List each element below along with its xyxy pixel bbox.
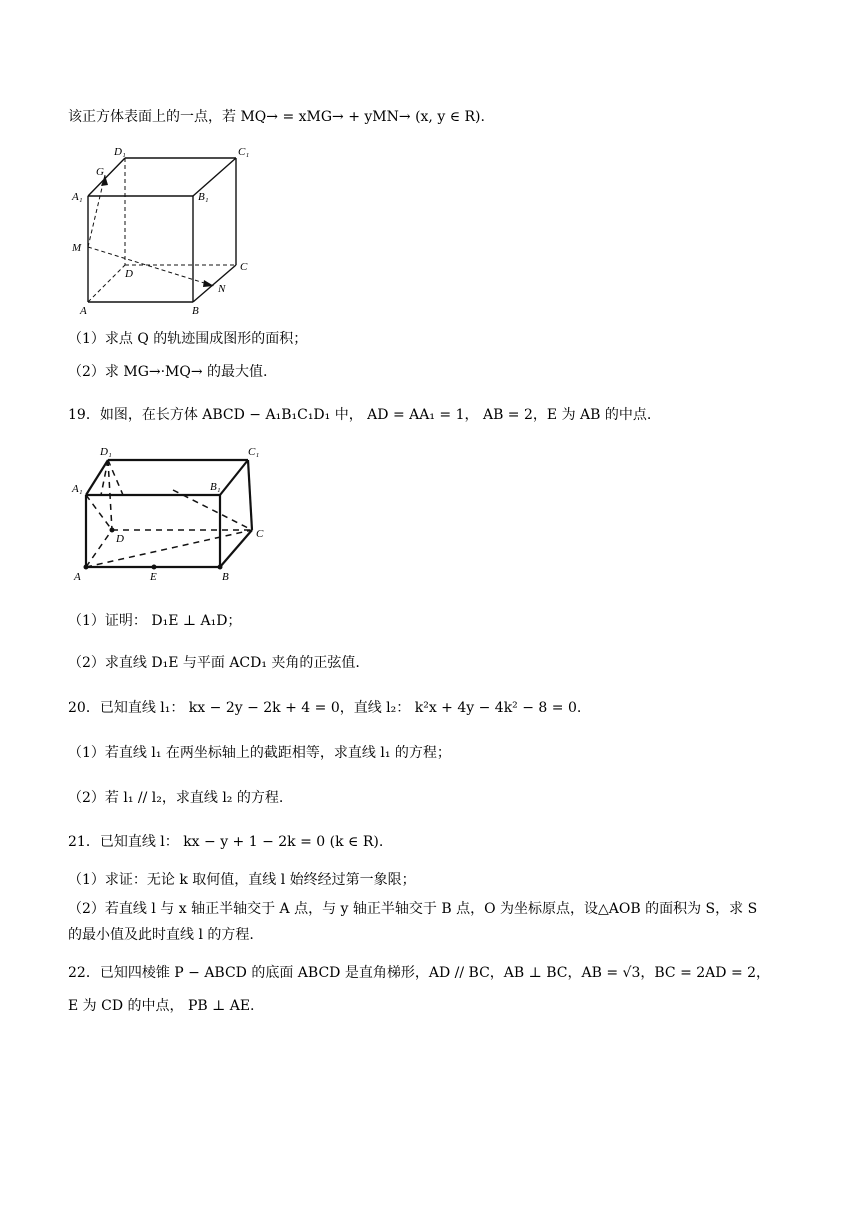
fig1-label-a: A [80,305,87,317]
fig2-label-c1: C₁ [248,446,260,458]
q18-intro-line: 该正方体表面上的一点，若 MQ→ = xMG→ + yMN→ (x, y ∈ R). [68,109,485,125]
q20-part1: （1）若直线 l₁ 在两坐标轴上的截距相等，求直线 l₁ 的方程； [68,745,451,761]
q22-stem: 22．已知四棱锥 P − ABCD 的底面 ABCD 是直角梯形，AD // BC，AB ⊥ BC，AB = √3，BC = 2AD = 2， [68,965,771,981]
fig1-label-m: M [72,242,82,254]
figure-box-q19 [68,440,278,585]
q19-part2: （2）求直线 D₁E 与平面 ACD₁ 夹角的正弦值. [68,655,360,671]
fig1-label-b: B [192,305,199,317]
fig1-label-c: C [240,261,248,273]
q21-part2-cont: 的最小值及此时直线 l 的方程. [68,927,254,943]
q19-part1: （1）证明： D₁E ⊥ A₁D； [68,613,242,629]
q21-part1: （1）求证：无论 k 取何值，直线 l 始终经过第一象限； [68,872,416,888]
fig1-label-c1: C₁ [238,146,250,158]
fig2-label-c: C [256,528,264,540]
fig1-label-a1: A₁ [72,191,83,203]
q18-part1: （1）求点 Q 的轨迹围成图形的面积； [68,331,308,347]
fig2-label-d: D [116,533,124,545]
fig2-label-b1: B₁ [210,481,221,493]
fig1-label-b1: B₁ [198,191,209,203]
fig2-label-b: B [222,571,229,583]
q20-part2: （2）若 l₁ // l₂，求直线 l₂ 的方程. [68,790,284,806]
q21-part2: （2）若直线 l 与 x 轴正半轴交于 A 点，与 y 轴正半轴交于 B 点，O 为坐标原点，设△AOB 的面积为 S，求 S [68,901,758,917]
figure-cube-q18 [68,140,268,320]
fig1-label-g: G [96,166,104,178]
q19-stem: 19．如图，在长方体 ABCD − A₁B₁C₁D₁ 中， AD = AA₁ = 1， AB = 2，E 为 AB 的中点. [68,407,652,423]
fig1-label-n: N [218,283,226,295]
fig1-label-d1: D₁ [114,146,126,158]
fig2-label-d1: D₁ [100,446,112,458]
q20-stem: 20．已知直线 l₁： kx − 2y − 2k + 4 = 0，直线 l₂： k²x + 4y − 4k² − 8 = 0. [68,700,582,716]
q22-stem-cont: E 为 CD 的中点， PB ⊥ AE. [68,998,255,1014]
q18-part2: （2）求 MG→·MQ→ 的最大值. [68,364,268,380]
fig2-label-e: E [150,571,157,583]
fig2-label-a: A [74,571,81,583]
q21-stem: 21．已知直线 l： kx − y + 1 − 2k = 0 (k ∈ R). [68,834,384,850]
fig1-label-d: D [125,268,133,280]
fig2-label-a1: A₁ [72,483,83,495]
